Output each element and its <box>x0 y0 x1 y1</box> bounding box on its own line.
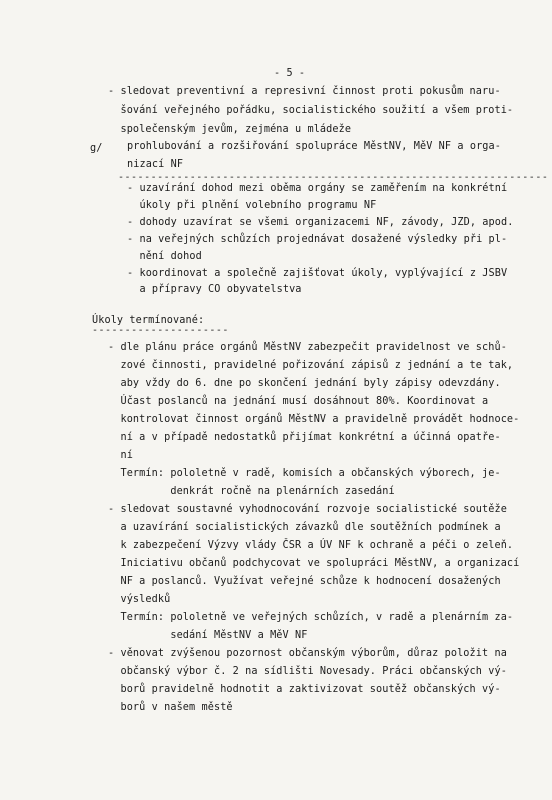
text-line: šování veřejného pořádku, socialistického soužití a všem proti- <box>108 105 514 116</box>
text-line: Iniciativu občanů podchycovat ve spolupráci MěstNV, a organizací <box>108 558 520 569</box>
text-line: a uzavírání socialistických závazků dle soutěžních podmínek a <box>108 522 501 533</box>
text-line: borů pravidelně hodnotit a zaktivizovat soutěž občanských vý- <box>108 684 501 695</box>
text-line: k zabezpečení Výzvy vlády ČSR a ÚV NF k ochraně a péči o zeleň. <box>108 540 514 551</box>
text-line: - sledovat soustavné vyhodnocování rozvoje socialistické soutěže <box>108 504 507 515</box>
text-line: společenským jevům, zejména u mládeže <box>108 124 352 135</box>
section-heading-line: nizací NF <box>127 159 184 170</box>
list-item-line: - uzavírání dohod mezi oběma orgány se zaměřením na konkrétní <box>127 183 508 194</box>
heading-underline: --------------------- <box>92 325 229 336</box>
text-line: NF a poslanců. Využívat veřejné schůze k hodnocení dosažených <box>108 576 501 587</box>
section-marker: g/ <box>90 143 103 154</box>
text-line: občanský výbor č. 2 na sídlišti Novesady. Práci občanských vý- <box>108 666 507 677</box>
section-heading-line: prohlubování a rozšiřování spolupráce MěstNV, MěV NF a orga- <box>127 141 502 152</box>
list-item-line: - koordinovat a společně zajišťovat úkoly, vyplývající z JSBV <box>127 268 508 279</box>
dated-tasks-heading: Úkoly termínované: <box>92 315 205 326</box>
heading-underline: ------------------------------------------------------------------ <box>118 172 549 183</box>
text-line: - sledovat preventivní a represivní činnost proti pokusům naru- <box>108 86 501 97</box>
list-item-line: nění dohod <box>127 251 202 262</box>
text-line: ní <box>108 450 133 461</box>
text-line: kontrolovat činnost orgánů MěstNV a pravidelně provádět hodnoce- <box>108 414 520 425</box>
text-line: Účast poslanců na jednání musí dosáhnout 80%. Koordinovat a <box>108 396 489 407</box>
list-item-line: úkoly při plnění volebního programu NF <box>127 200 377 211</box>
text-line: - dle plánu práce orgánů MěstNV zabezpečit pravidelnost ve schů- <box>108 342 507 353</box>
list-item-line: - dohody uzavírat se všemi organizacemi NF, závody, JZD, apod. <box>127 217 514 228</box>
text-line: ní a v případě nedostatků přijímat konkrétní a účinná opatře- <box>108 432 501 443</box>
text-line: zové činnosti, pravidelné pořizování zápisů z jednání a te tak, <box>108 360 514 371</box>
text-line: výsledků <box>108 594 171 605</box>
text-line: borů v našem městě <box>108 702 233 713</box>
text-line: aby vždy do 6. dne po skončení jednání byly zápisy odevzdány. <box>108 378 501 389</box>
deadline-line: Termín: pololetně ve veřejných schůzích, v radě a plenárním za- <box>108 612 514 623</box>
deadline-line: Termín: pololetně v radě, komisích a občanských výborech, je- <box>108 468 501 479</box>
page-number: - 5 - <box>274 68 306 79</box>
deadline-line: denkrát ročně na plenárních zasedání <box>108 486 395 497</box>
list-item-line: a přípravy CO obyvatelstva <box>127 284 302 295</box>
deadline-line: sedání MěstNV a MěV NF <box>108 630 308 641</box>
list-item-line: - na veřejných schůzích projednávat dosažené výsledky při pl- <box>127 234 508 245</box>
text-line: - věnovat zvýšenou pozornost občanským výborům, důraz položit na <box>108 648 507 659</box>
